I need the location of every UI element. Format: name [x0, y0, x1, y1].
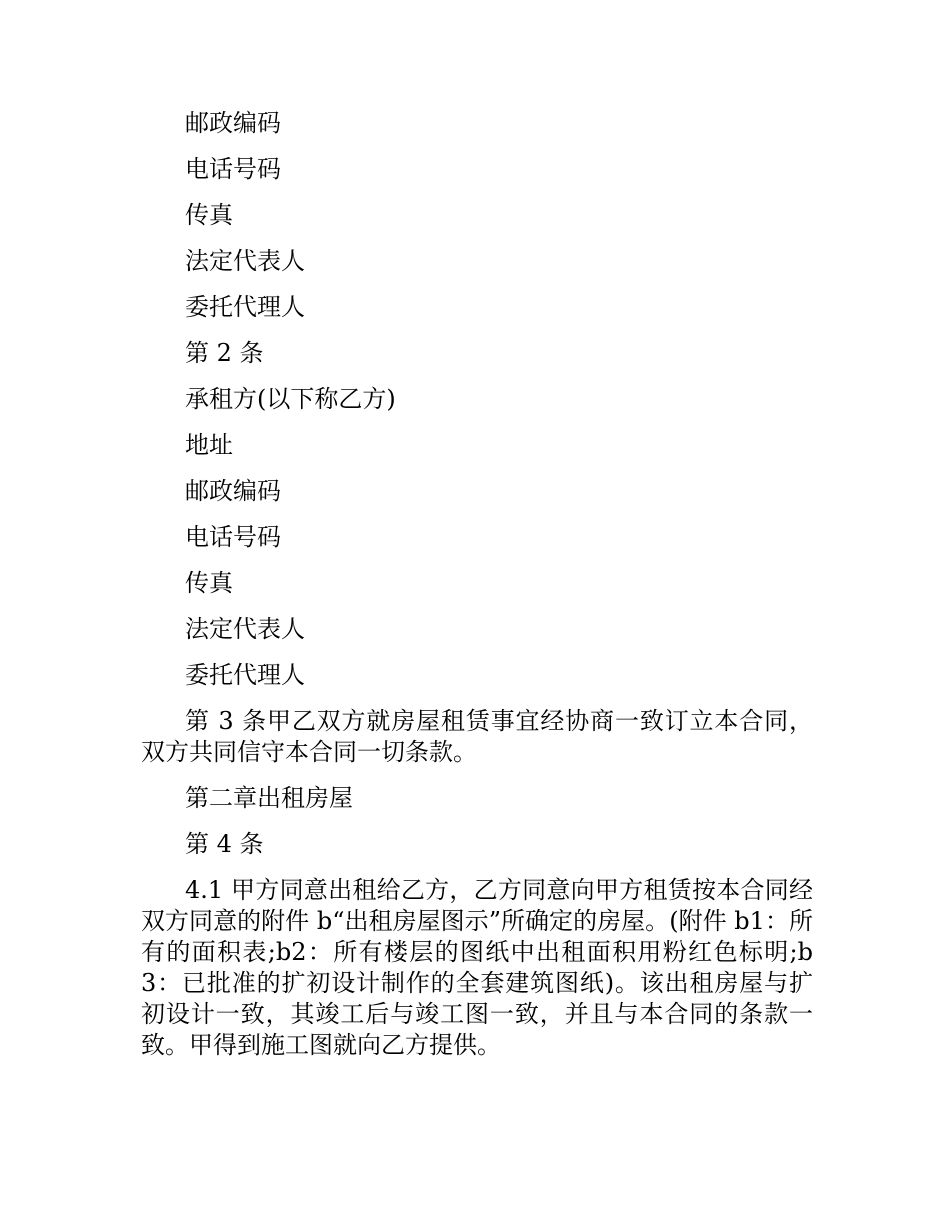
document-page [141, 108, 813, 1076]
postal-code-label-a: 邮政编码 [185, 109, 281, 137]
chapter-2-title: 第二章出租房屋 [185, 784, 353, 812]
fax-label-b: 传真 [185, 569, 233, 597]
article-4-heading: 第 4 条 [185, 830, 264, 858]
postal-code-label-b: 邮政编码 [185, 477, 281, 505]
legal-representative-label-a: 法定代表人 [185, 247, 305, 275]
authorized-agent-label-b: 委托代理人 [185, 661, 305, 689]
legal-representative-label-b: 法定代表人 [185, 615, 305, 643]
address-label: 地址 [185, 431, 233, 459]
article-4-1-paragraph: 4.1 甲方同意出租给乙方，乙方同意向甲方租赁按本合同经双方同意的附件 b“出租房屋图示”所确定的房屋。(附件 b1：所有的面积表;b2：所有楼层的图纸中出租面积用粉红色标明;b3：已批准的扩初设计制作的全套建筑图纸)。该出租房屋与扩初设计一致，其竣工后与竣工图一致，并且与本合同的条款一致。甲得到施工图就向乙方提供。 [141, 876, 813, 1059]
article-2-heading: 第 2 条 [185, 339, 264, 367]
fax-label-a: 传真 [185, 201, 233, 229]
phone-label-a: 电话号码 [185, 155, 281, 183]
phone-label-b: 电话号码 [185, 523, 281, 551]
article-3-paragraph: 第 3 条甲乙双方就房屋租赁事宜经协商一致订立本合同，双方共同信守本合同一切条款。 [141, 707, 813, 766]
authorized-agent-label-a: 委托代理人 [185, 293, 305, 321]
lessee-label: 承租方(以下称乙方) [185, 385, 396, 413]
